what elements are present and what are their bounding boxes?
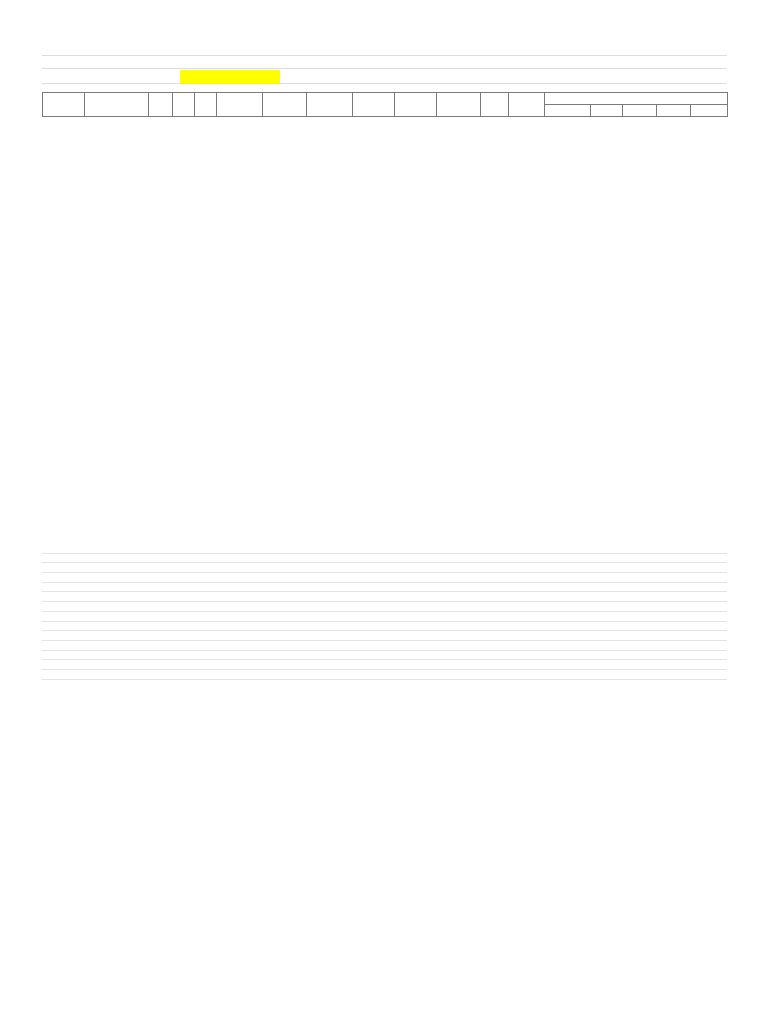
requirements-heading xyxy=(42,641,727,651)
finish-badge xyxy=(180,70,280,83)
header-monthly xyxy=(509,93,545,117)
header-balance xyxy=(545,105,591,117)
note-reservation-deductible xyxy=(42,592,727,602)
requirement-payslip xyxy=(42,670,727,680)
note-blank xyxy=(42,631,727,641)
project-address xyxy=(42,56,727,69)
notes-section xyxy=(42,544,727,680)
project-title xyxy=(42,42,727,56)
header-net-dp xyxy=(437,93,481,117)
header-discount xyxy=(263,93,307,117)
bank-factor-caption xyxy=(382,570,512,579)
price-list-sheet xyxy=(42,42,727,117)
gap xyxy=(42,84,727,92)
note-prices-change xyxy=(42,544,727,554)
note-vat xyxy=(42,554,727,564)
header-5yrs xyxy=(591,105,623,117)
bank-factor-rates xyxy=(382,570,512,579)
header-lot-area xyxy=(173,93,195,117)
note-blank xyxy=(42,622,727,632)
header-unit xyxy=(149,93,173,117)
header-dp xyxy=(353,93,395,117)
header-tsp xyxy=(217,93,263,117)
price-table-top xyxy=(42,92,728,117)
requirement-itr xyxy=(42,660,727,670)
note-reservation-validity xyxy=(42,583,727,593)
header-garage xyxy=(43,93,85,117)
header-unit-type xyxy=(85,93,149,117)
as-of-date xyxy=(42,69,727,84)
note-bank-charges xyxy=(42,602,727,612)
header-nsp xyxy=(307,93,353,117)
header-bank-financing xyxy=(545,93,728,105)
header-reservation xyxy=(395,93,437,117)
note-post-dated-checks xyxy=(42,612,727,622)
header-fa xyxy=(195,93,217,117)
requirement-coe xyxy=(42,651,727,661)
header-15yrs xyxy=(657,105,691,117)
price-list-continuation xyxy=(42,544,727,680)
header-20yrs xyxy=(691,105,728,117)
header-mos xyxy=(481,93,509,117)
header-10yrs xyxy=(623,105,657,117)
